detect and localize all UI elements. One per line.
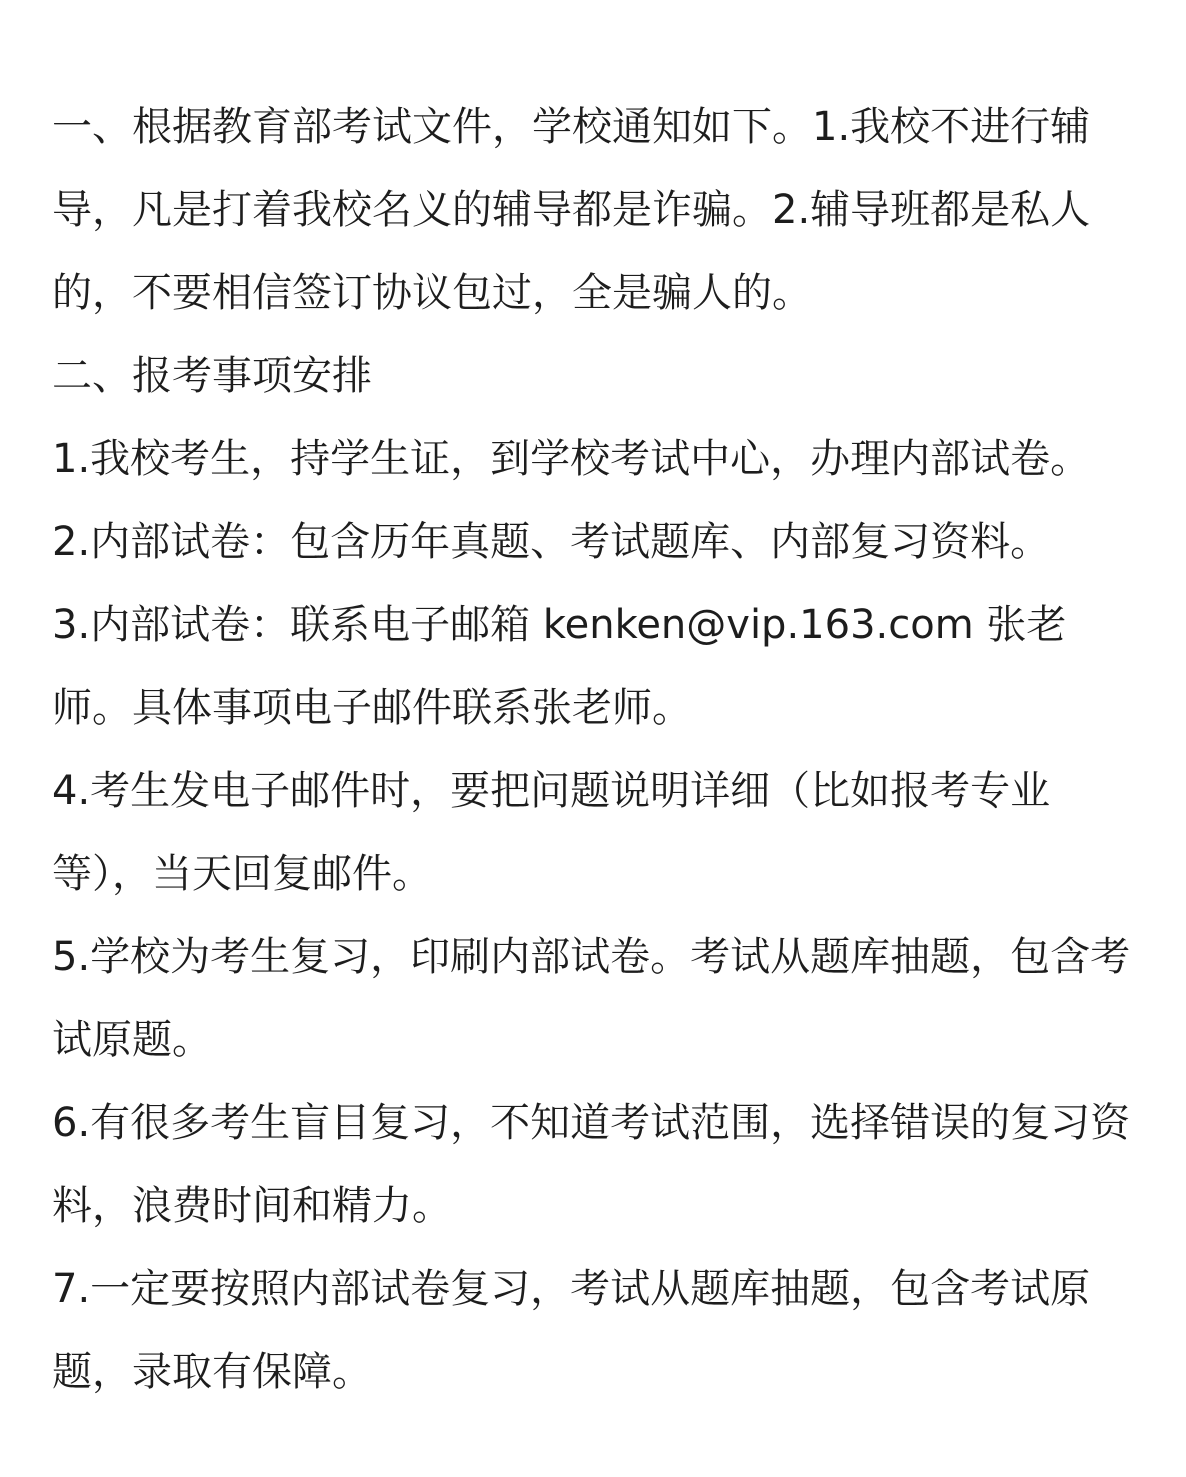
list-item-5: 5.学校为考生复习，印刷内部试卷。考试从题库抽题，包含考试原题。 <box>52 934 1131 1063</box>
section-1-paragraph: 一、根据教育部考试文件，学校通知如下。1.我校不进行辅导，凡是打着我校名义的辅导都是诈骗。2.辅导班都是私人的，不要相信签订协议包过，全是骗人的。 <box>52 104 1091 316</box>
list-item-3: 3.内部试卷：联系电子邮箱 kenken@vip.163.com 张老师。具体事项电子邮件联系张老师。 <box>52 602 1067 731</box>
list-item-4: 4.考生发电子邮件时，要把问题说明详细（比如报考专业等），当天回复邮件。 <box>52 768 1051 897</box>
section-2-heading: 二、报考事项安排 <box>52 353 372 399</box>
list-item-2: 2.内部试卷：包含历年真题、考试题库、内部复习资料。 <box>52 519 1051 565</box>
notice-document <box>52 86 1142 1414</box>
list-item-7: 7.一定要按照内部试卷复习，考试从题库抽题，包含考试原题，录取有保障。 <box>52 1266 1091 1395</box>
list-item-6: 6.有很多考生盲目复习，不知道考试范围，选择错误的复习资料，浪费时间和精力。 <box>52 1100 1131 1229</box>
list-item-1: 1.我校考生，持学生证，到学校考试中心，办理内部试卷。 <box>52 436 1091 482</box>
